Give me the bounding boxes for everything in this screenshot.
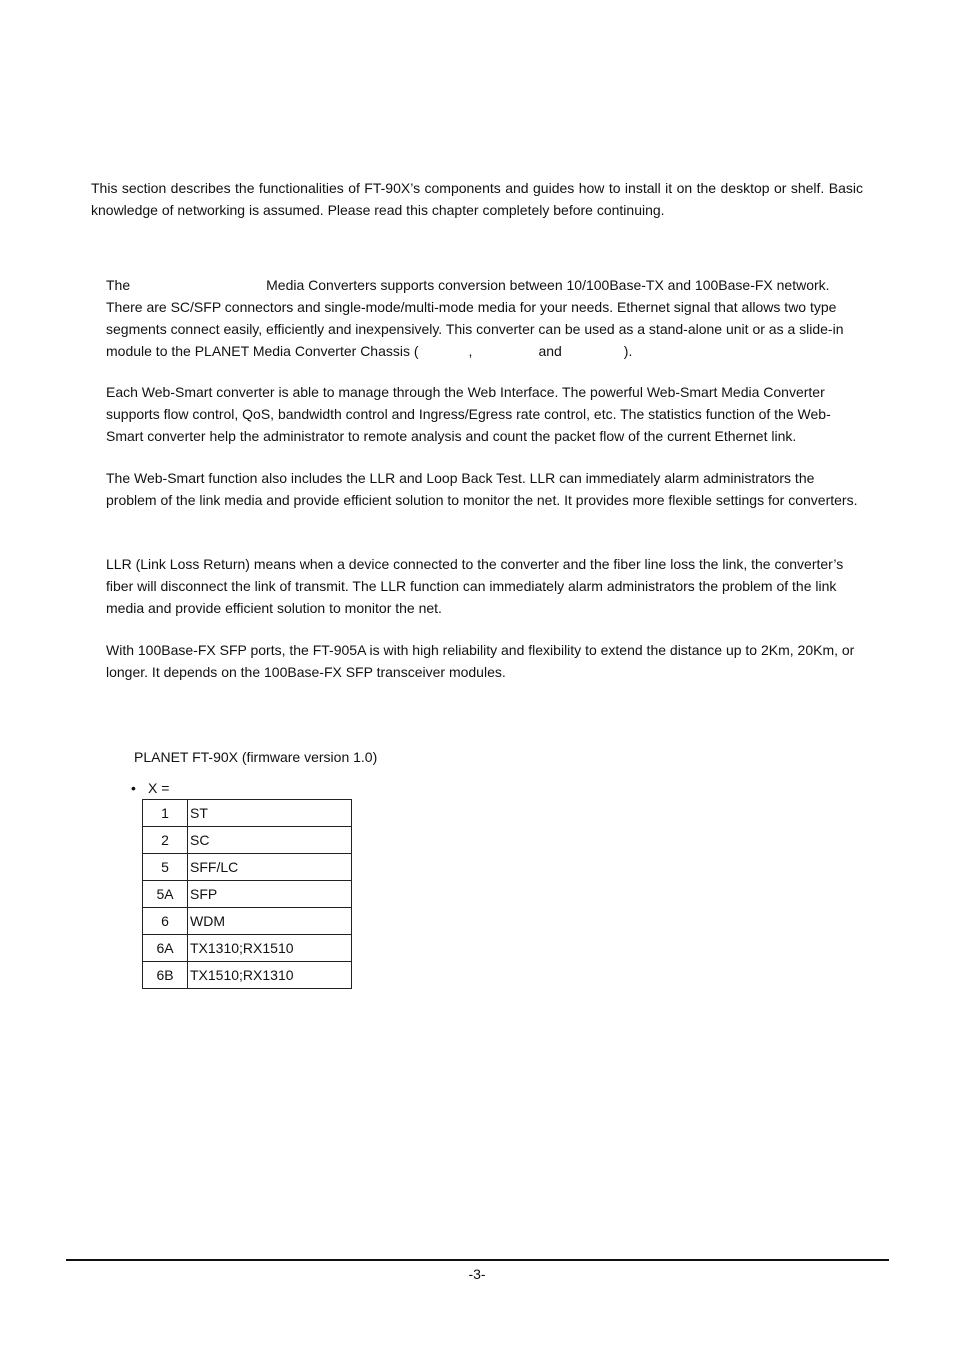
overview-paragraph-5: With 100Base-FX SFP ports, the FT-905A is with high reliability and flexibility to extend the distance up to 2Km, 20Km, or longer. It depends on the 100Base-FX SFP transceiver modules.: [106, 642, 855, 680]
table-row: [143, 962, 352, 989]
table-cell-code: 6: [143, 908, 188, 935]
table-cell-desc: ST: [188, 800, 352, 827]
table-cell-desc: SC: [188, 827, 352, 854]
table-row: [143, 881, 352, 908]
table-cell-code: 6B: [143, 962, 188, 989]
table-row: [143, 800, 352, 827]
page-number: -3-: [468, 1266, 486, 1282]
model-line: PLANET FT-90X (firmware version 1.0): [134, 749, 378, 765]
table-row: [143, 935, 352, 962]
table-cell-code: 5A: [143, 881, 188, 908]
connector-table: [142, 799, 352, 989]
overview-p1-comma: ,: [468, 343, 473, 359]
table-row: [143, 908, 352, 935]
overview-paragraph-2: Each Web-Smart converter is able to manage through the Web Interface. The powerful Web-Smart Media Converter supports flow control, QoS, bandwidth control and Ingress/Egress rate control, etc. The statistics function of the Web-Smart converter help the administrator to remote analysis and count the packet flow of the current Ethernet link.: [106, 384, 831, 444]
table-row: [143, 854, 352, 881]
overview-p1-and: and: [538, 343, 562, 359]
bullet-icon: •: [131, 780, 136, 796]
overview-paragraph-3: The Web-Smart function also includes the LLR and Loop Back Test. LLR can immediately alarm administrators the problem of the link media and provide efficient solution to monitor the net. It provides more flexible settings for converters.: [106, 470, 858, 508]
table-row: [143, 827, 352, 854]
x-label: X =: [148, 780, 170, 796]
table-cell-desc: WDM: [188, 908, 352, 935]
overview-p1-middle: Media Converters supports conversion between 10/100Base-TX and 100Base-FX network. There are SC/SFP connectors and single-mode/multi-mode media for your needs. Ethernet signal that allows two type segments connect easily, efficiently and inexpensively. This converter can be used as a stand-alone unit or as a slide-in module to the PLANET Media Converter Chassis (: [106, 277, 844, 359]
overview-p1-start: The: [106, 277, 131, 293]
footer-divider: [66, 1259, 889, 1261]
table-cell-code: 6A: [143, 935, 188, 962]
section-intro: This section describes the functionalities of FT-90X’s components and guides how to install it on the desktop or shelf. Basic knowledge of networking is assumed. Please read this chapter completely before continuing.: [91, 180, 863, 218]
overview-paragraph-4: LLR (Link Loss Return) means when a device connected to the converter and the fiber line loss the link, the converter’s fiber will disconnect the link of transmit. The LLR function can immediately alarm administrators the problem of the link media and provide efficient solution to monitor the net.: [106, 556, 844, 616]
table-cell-desc: TX1510;RX1310: [188, 962, 352, 989]
x-definition: [131, 778, 169, 798]
table-cell-desc: TX1310;RX1510: [188, 935, 352, 962]
table-cell-code: 2: [143, 827, 188, 854]
table-cell-code: 5: [143, 854, 188, 881]
overview-p1-end: ).: [623, 343, 633, 359]
table-cell-desc: SFF/LC: [188, 854, 352, 881]
overview-paragraph-1: [106, 274, 866, 362]
table-cell-desc: SFP: [188, 881, 352, 908]
table-cell-code: 1: [143, 800, 188, 827]
